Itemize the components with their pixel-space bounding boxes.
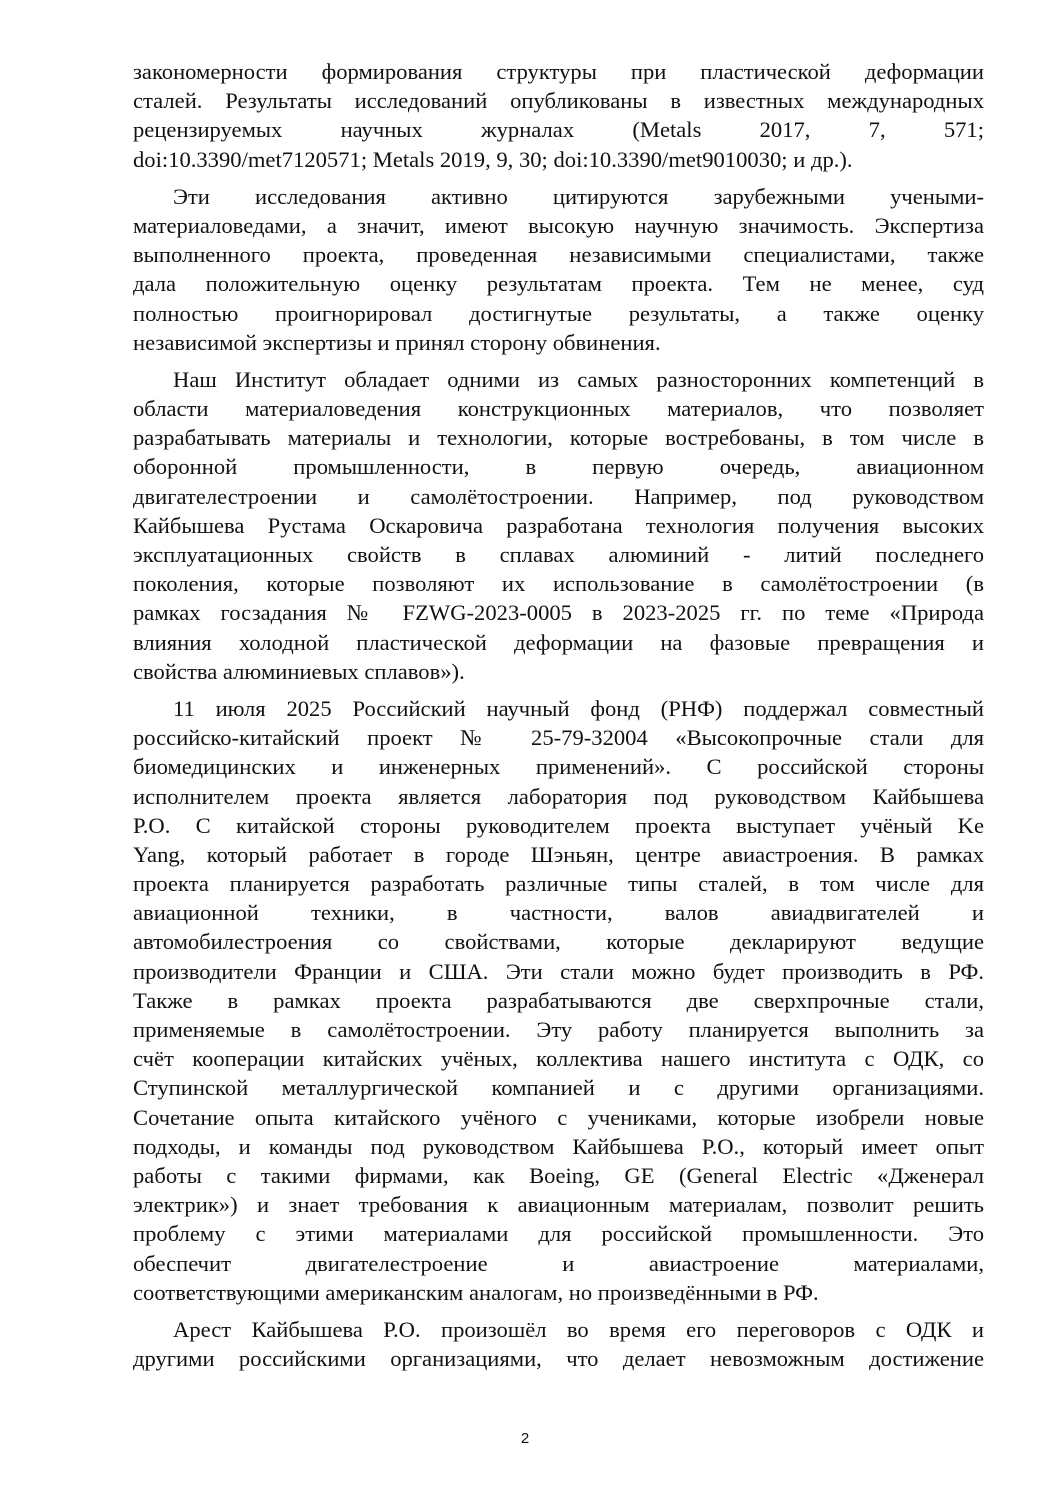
paragraph	[133, 694, 984, 1307]
text-line: Р.О. С китайской стороны руководителем проекта выступает учёный Ke	[133, 812, 984, 838]
text-line: производители Франции и США. Эти стали можно будет производить в РФ.	[133, 958, 984, 984]
text-line: свойства алюминиевых сплавов»).	[133, 658, 465, 684]
document-page	[133, 57, 984, 1381]
text-line: двигателестроении и самолётостроении. Например, под руководством	[133, 483, 984, 509]
text-line: применяемые в самолётостроении. Эту работу планируется выполнить за	[133, 1017, 984, 1042]
text-line: автомобилестроения со свойствами, которые декларируют ведущие	[133, 929, 984, 955]
text-line: независимой экспертизы и принял сторону обвинения.	[133, 329, 661, 355]
text-line: российско-китайский проект № 25-79-32004 «Высокопрочные стали для	[133, 725, 984, 751]
paragraph	[133, 182, 984, 357]
text-line: Наш Институт обладает одними из самых разносторонних компетенций в	[173, 366, 984, 392]
text-line: полностью проигнорировал достигнутые результаты, а также оценку	[133, 300, 984, 326]
text-line: оборонной промышленности, в первую очередь, авиационном	[133, 454, 984, 480]
text-line: разрабатывать материалы и технологии, которые востребованы, в том числе в	[133, 425, 984, 451]
text-line: 11 июля 2025 Российский научный фонд (РНФ) поддержал совместный	[173, 695, 984, 721]
text-line: сталей. Результаты исследований опубликованы в известных международных	[133, 88, 984, 114]
text-line: соответствующими американским аналогам, но произведёнными в РФ.	[133, 1279, 819, 1305]
text-line: Кайбышева Рустама Оскаровича разработана технология получения высоких	[133, 512, 984, 538]
text-line: работы с такими фирмами, как Boeing, GE (General Electric «Дженерал	[133, 1162, 984, 1188]
text-line: doi:10.3390/met7120571; Metals 2019, 9, 30; doi:10.3390/met9010030; и др.).	[133, 146, 853, 172]
text-line: рамках госзадания № FZWG-2023-0005 в 2023-2025 гг. по теме «Природа	[133, 600, 984, 626]
text-line: Арест Кайбышева Р.О. произошёл во время его переговоров с ОДК и	[173, 1316, 984, 1342]
text-line: счёт кооперации китайских учёных, коллектива нашего института с ОДК, со	[133, 1046, 984, 1072]
text-line: выполненного проекта, проведенная независимыми специалистами, также	[133, 242, 984, 268]
text-line: материаловедами, а значит, имеют высокую научную значимость. Экспертиза	[133, 212, 984, 238]
text-line: Эти исследования активно цитируются зарубежными учеными-	[173, 183, 984, 209]
paragraph	[133, 57, 984, 174]
text-line: Также в рамках проекта разрабатываются две сверхпрочные стали,	[133, 987, 984, 1013]
text-line: Сочетание опыта китайского учёного с учениками, которые изобрели новые	[133, 1104, 984, 1130]
text-line: электрик») и знает требования к авиационным материалам, позволит решить	[133, 1192, 984, 1218]
text-line: проекта планируется разработать различные типы сталей, в том числе для	[133, 871, 984, 897]
text-line: закономерности формирования структуры при пластической деформации	[133, 59, 984, 84]
text-line: влияния холодной пластической деформации на фазовые превращения и	[133, 629, 984, 655]
text-line: Yang, который работает в городе Шэньян, центре авиастроения. В рамках	[133, 841, 984, 867]
text-line: области материаловедения конструкционных материалов, что позволяет	[133, 396, 984, 422]
text-line: биомедицинских и инженерных применений». С российской стороны	[133, 754, 984, 780]
text-line: авиационной техники, в частности, валов авиадвигателей и	[133, 900, 984, 926]
text-line: обеспечит двигателестроение и авиастроение материалами,	[133, 1250, 984, 1276]
page-number: 2	[520, 1430, 530, 1447]
text-line: Ступинской металлургической компанией и с другими организациями.	[133, 1075, 984, 1101]
text-line: поколения, которые позволяют их использование в самолётостроении (в	[133, 571, 984, 597]
text-line: другими российскими организациями, что делает невозможным достижение	[133, 1346, 984, 1372]
text-line: проблему с этими материалами для российской промышленности. Это	[133, 1221, 984, 1247]
text-line: исполнителем проекта является лаборатория под руководством Кайбышева	[133, 783, 984, 809]
paragraph	[133, 365, 984, 686]
text-line: эксплуатационных свойств в сплавах алюминий - литий последнего	[133, 542, 984, 567]
paragraph	[133, 1315, 984, 1373]
text-line: подходы, и команды под руководством Кайбышева Р.О., который имеет опыт	[133, 1133, 984, 1159]
text-line: рецензируемых научных журналах (Metals 2017, 7, 571;	[133, 117, 984, 143]
text-line: дала положительную оценку результатам проекта. Тем не менее, суд	[133, 271, 984, 297]
